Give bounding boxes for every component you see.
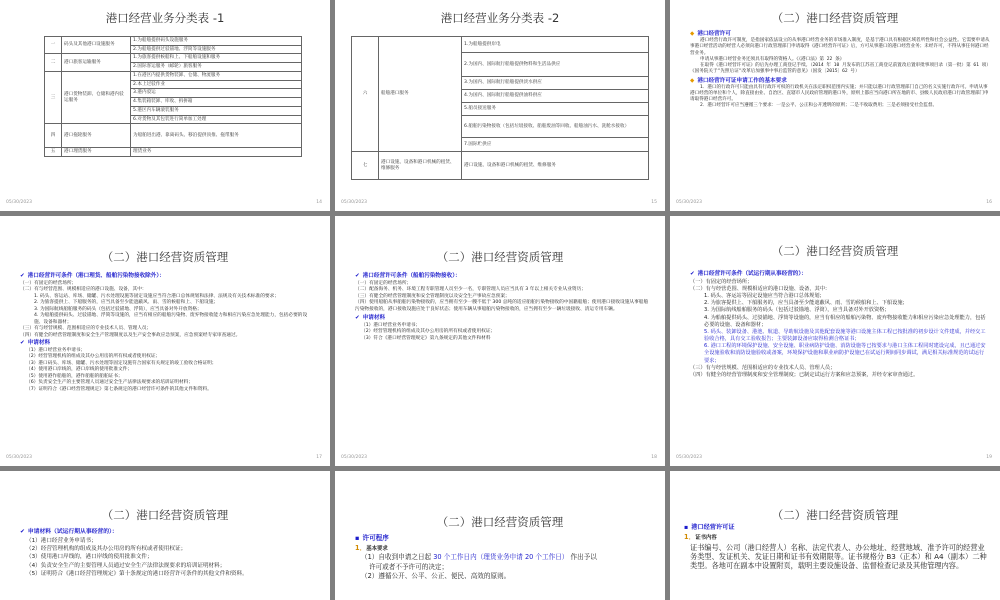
section-heading: ▪ 许可程序 (355, 534, 389, 542)
slide-thumbnail-15[interactable] (335, 0, 665, 211)
diamond-bullet-icon: ◆ (690, 31, 695, 37)
section-heading: ✔ 申请材料（试运行期从事经营的）： (20, 529, 118, 535)
table-row: 七 港口设施、设备和港口机械的租赁、维修服务 港口设施、设备和港口机械的租赁、维修服务 (352, 152, 649, 180)
checkmark-bullet-icon: ✔ (355, 273, 360, 279)
category-table (44, 36, 302, 157)
checkmark-bullet-icon: ✔ (20, 340, 25, 347)
table-row: 2.为国内、国际航行船舶提供物料和生活品供应 (352, 53, 649, 77)
section-heading: ✔ 申请材料 (20, 340, 51, 347)
table-row: 二 港口旅客运输服务 1.为旅客提供候船和上、下船舶设施和服务 (45, 54, 302, 63)
subheading: 1．证书内容 (684, 532, 717, 541)
checkmark-bullet-icon: ✔ (355, 315, 360, 322)
slide-body: ✔ 申请材料（试运行期从事经营的）： （1）港口经营业务申请书； （2）经营管理机构的组成及其办公用房的所有权或者使用权证； （3）使用港口岸线的，港口岸线的使用批准文件； （4）负责安全生产的主要管理人员通过安全生产法律法规要求的培训证明材料； （5）证明符合《港口经营管理规定》第十条规定的港口经营许可条件的其他文件和资料。 (20, 527, 316, 579)
section-heading: ✔ 港口经营许可条件（船舶污染物接收）： (355, 273, 461, 279)
table-row: 3.为国内、国际航行船舶提供淡水供应 (352, 77, 649, 90)
slide-date: 05/30/2023 (676, 200, 702, 205)
slide-title: 港口经营业务分类表 -2 (440, 11, 560, 25)
checkmark-bullet-icon: ✔ (20, 529, 25, 535)
slide-thumbnail-21[interactable] (335, 471, 665, 600)
diamond-bullet-icon: ◆ (690, 77, 695, 84)
table-row: 六 船舶港口服务 1.为船舶提供岸电 (352, 37, 649, 53)
slide-date: 05/30/2023 (341, 455, 367, 460)
slide-title: （二）港口经营资质管理 (436, 515, 564, 529)
table-row: 4.为国内、国际航行船舶提供油料供应 (352, 90, 649, 103)
slide-title: （二）港口经营资质管理 (101, 508, 229, 522)
slide-title: （二）港口经营资质管理 (771, 244, 899, 258)
table-row: 7.国际贮供应 (352, 138, 649, 152)
slide-page-number: 16 (986, 200, 992, 205)
slide-thumbnail-18[interactable] (335, 216, 665, 466)
table-row: 5.港区内车辆滚装服务 (45, 106, 302, 115)
slide-page-number: 18 (651, 455, 657, 460)
table-row: 6.对货物及其包装进行简单加工处理 (45, 115, 302, 124)
table-row: 2.国际客运服务（邮轮）旅客服务 (45, 63, 302, 72)
roman-numeral-bullet: 1． (684, 532, 696, 541)
section-heading: ◆ 港口经营许可证申请工作的基本要求 (690, 77, 787, 84)
slide-thumbnail-14[interactable] (0, 0, 330, 211)
slide-title: （二）港口经营资质管理 (771, 508, 899, 522)
table-row: 3.港内驳运 (45, 89, 302, 98)
checkmark-bullet-icon: ✔ (20, 273, 25, 279)
slide-page-number: 15 (651, 200, 657, 205)
slide-body: ✔ 港口经营许可条件（试运行期从事经营的）： （一）有固定的经营场所； （二）有与经营范围、规模相适应的港口设施、设备，其中： 1. 码头、客运站等固定设施应当符合港口总体规划； 2. 为旅客提供上、下船服务的，应当具备至少能遮蔽风、雨、雪的候船和上、下船设施； 3. 为国际航线船舶服务的码头（包括过驳锚地、浮筒），应当具备对外开放资格； 4. 为船舶提供码头、过驳锚地、浮筒等设施的，应当有相应的船舶污染物、废弃物接收能力和相应污染应急处理能力，包括必要的设施、设备和器材； 5. 码头、装卸设备、港池、航道、导助航设施及其他配套设施等港口设施主体工程已按批准的初步设计文件建成，并经交工验收合格，具有交工验收报告；主要装卸设备应取得检测合格证书； 6. 港口工程的环境保护设施、安全设施、职业病防护设施、消防设施等已按要求与港口主体工程同时建设完成，且已通过安全设施验收和消防设施验收或备案，环境保护设施和职业病防护设施已在试运行期间同步调试，满足相关标准规范的试运行要求； （三）有与经营规模、范围相适应的专业技术人员、管理人员； （四）有健全的经营管理制度和安全管理制度；已制定试运行方案和应急预案，并经专家审查通过。 (690, 271, 986, 378)
square-bullet-icon: ▪ (684, 524, 689, 531)
slide-body: ▪ 港口经营许可证 1．证书内容 证书编号、公司（港口经营人）名称、法定代表人、办公地址、经营地域、准予许可的经营业务类型、发证机关、发证日期和证书有效期限等。证书规格分 B3（正本）和 A4（副本）二种类型。各地可在副本中设置附页，载明主要设施设备、监督检查记录及其他管理内容。 (684, 523, 990, 570)
roman-numeral-bullet: 1． (355, 543, 367, 552)
table-row: 三 港口货物装卸、仓储和港内驳运服务 1.在港区内提供货物装卸、仓储、物流服务 (45, 71, 302, 80)
square-bullet-icon: ▪ (355, 534, 360, 542)
section-heading: ✔ 申请材料 (355, 315, 386, 322)
slide-thumbnail-22[interactable] (670, 471, 1000, 600)
slide-date: 05/30/2023 (341, 200, 367, 205)
slide-body: ✔ 港口经营许可条件（船舶污染物接收）： （一）有固定的经营场所； （二）配备海务、机务、环境工程专职管理人员至少一名，专职管理人员应当具有 3 年以上相关专业从业资历； （三）有健全的经营管理制度和安全管理制度以及安全生产事故应急预案； （四）使用船舶从事船舶污染物接收的，应当拥有至少一艘不低于 300 总吨的适应船舶污染物接收的中国籍船舶；使用港口接收设施从事船舶污染物接收的，港口接收设施应处于良好状态；使用车辆从事船舶污染物接收的，应当拥有至少一辆垃圾接收、清运专用车辆。 ✔ 申请材料 （1）港口经营业务申请书； （2）经营管理机构的组成及其办公用房的所有权或者使用权证； （3）符合《港口经营管理规定》第九条规定的其他文件和材料 (355, 272, 651, 342)
slide-thumbnail-17[interactable] (0, 216, 330, 466)
slide-thumbnail-20[interactable] (0, 471, 330, 600)
slide-title: （二）港口经营资质管理 (436, 250, 564, 264)
section-heading: ✔ 港口经营许可条件（港口理货、船舶污染物接收除外）： (20, 273, 165, 279)
checkmark-bullet-icon: ✔ (690, 271, 695, 277)
subheading: 1．基本要求 (355, 543, 388, 552)
section-heading: ▪ 港口经营许可证 (684, 524, 735, 531)
slide-page-number: 17 (316, 455, 322, 460)
slide-body: ◆ 港口经营许可 港口经营行政许可制度，是指国家依法设立的从事港口经营业务的市场准入制度，是基于港口具有根据区域者所性和社会公益性。它需要申请从事港口经营活动的经营人必须向港口行政管理部门申请取得《港口经营许可证》后，方可从事港口的港口经营业务；未经许可，不得从事任何港口经营业务。 申请从事港口经营业务还须具有取得的资格人。《《港口法》第 22 条》 在取得《港口经营许可证》的后先办理工商登记手续。（2014 年 10 月发布的江苏省工商登记前置改后置审批事项目录（第一批）第 61 项）《国务院关于"先照后证"改革后加强事中事后监管的意见》（国发〔2015〕62 号） ◆ 港口经营许可证申请工作的基本要求 1．港口的行政许可只能由具有行政许可权的行政机关在法定职权范围内实施；并只能以港口行政管理部门自己的名义实施行政许可。申请从事港口经营的单位和个人，除直接由业、自治区、直辖市人民政府管理的港口外，原则上都应当向港口所在地的市、县级人民政府港口行政管理部门申请取得港口经营许可。 2．港口经营许可应当遵循三个要求：一是公平、公正和公开透明的原则；二是不收取费用；三是必须接受社会监督。 (690, 31, 990, 109)
table-row: 6.船舶污染物接收（包括垃圾接收、船舶废油等回收、船舶油污水、洗舱水接收） (352, 116, 649, 138)
slide-page-number: 19 (986, 455, 992, 460)
table-row: 5.船员接送服务 (352, 103, 649, 116)
table-row: 一 码头及其他港口设施服务 1.为船舶提供码头设施服务 (45, 37, 302, 46)
slide-body: ✔ 港口经营许可条件（港口理货、船舶污染物接收除外）： （一）有固定的经营场所； （二）有与经营范围、规模相适应的港口设施、设备，其中： 1. 码头、客运站、库场、储罐、污水处理设施等固定设施应当符合港口总体规划和法律、法规及有关技术标准的要求； 2. 为旅客提供上、下船服务的，应当具备至少能遮蔽风、雨、雪的候船和上、下船设施； 3. 为国际航线船舶服务的码头（包括过驳锚地、浮筒），应当具备对外开放资格； 4. 为船舶提供码头、过驳锚地、浮筒等设施的，应当有相应的船舶污染物、废弃物接收能力和相应污染应急处理能力，包括必要的设施、设备和器材； （三）有与经营规模、范围相适应的专业技术人员、管理人员； （四）有健全的经营管理制度和安全生产管理制度以及生产安全事故应急预案，应急预案经专家审查通过。 ✔ 申请材料 （1）港口经营业务申请书； （2）经营管理机构的组成及其办公用房的所有权或者使用权证； （3）港口码头、库场、储罐、污水处理等固定设施符合国家有关规定的竣工验收合格证明； （4）使用港口岸线的，港口岸线的使用批准文件； （5）使用港作船舶的，港作船舶的船舶证书； （6）负责安全生产的主要管理人员通过安全生产法律法规要求的培训证明材料； （7）证明符合《港口经营管理规定》第七条规定的港口经营许可条件的其他文件和资料。 (20, 272, 316, 393)
slide-title: （二）港口经营资质管理 (771, 11, 899, 25)
table-row: 2.本上过驳作业 (45, 80, 302, 89)
slide-body: ▪ 许可程序 1．基本要求 （1）自收到申请之日起 30 个工作日内（理货业务申请 20 个工作日） 作出予以 许可或者不予许可的决定； （2）遵循公开、公平、公正、便民、高效的原则。 (355, 533, 651, 582)
table-row: 四 港口拖轮服务 为船舶进出港、靠离码头、移泊提供顶推、拖带服务 (45, 124, 302, 148)
slide-title: （二）港口经营资质管理 (101, 250, 229, 264)
table-row: 2.为船舶提供过驳锚地、浮筒等设施服务 (45, 45, 302, 54)
slide-date: 05/30/2023 (6, 200, 32, 205)
category-table (351, 36, 649, 180)
slide-date: 05/30/2023 (6, 455, 32, 460)
slide-title: 港口经营业务分类表 -1 (105, 11, 225, 25)
slide-page-number: 14 (316, 200, 322, 205)
table-row: 五 港口理货服务 理货业务 (45, 148, 302, 157)
table-row: 4.集装箱装卸、库收、拆拼箱 (45, 98, 302, 107)
slide-date: 05/30/2023 (676, 455, 702, 460)
slide-thumbnail-19[interactable] (670, 216, 1000, 466)
slide-thumbnail-16[interactable] (670, 0, 1000, 211)
section-heading: ◆ 港口经营许可 (690, 31, 731, 37)
section-heading: ✔ 港口经营许可条件（试运行期从事经营的）： (690, 271, 807, 277)
